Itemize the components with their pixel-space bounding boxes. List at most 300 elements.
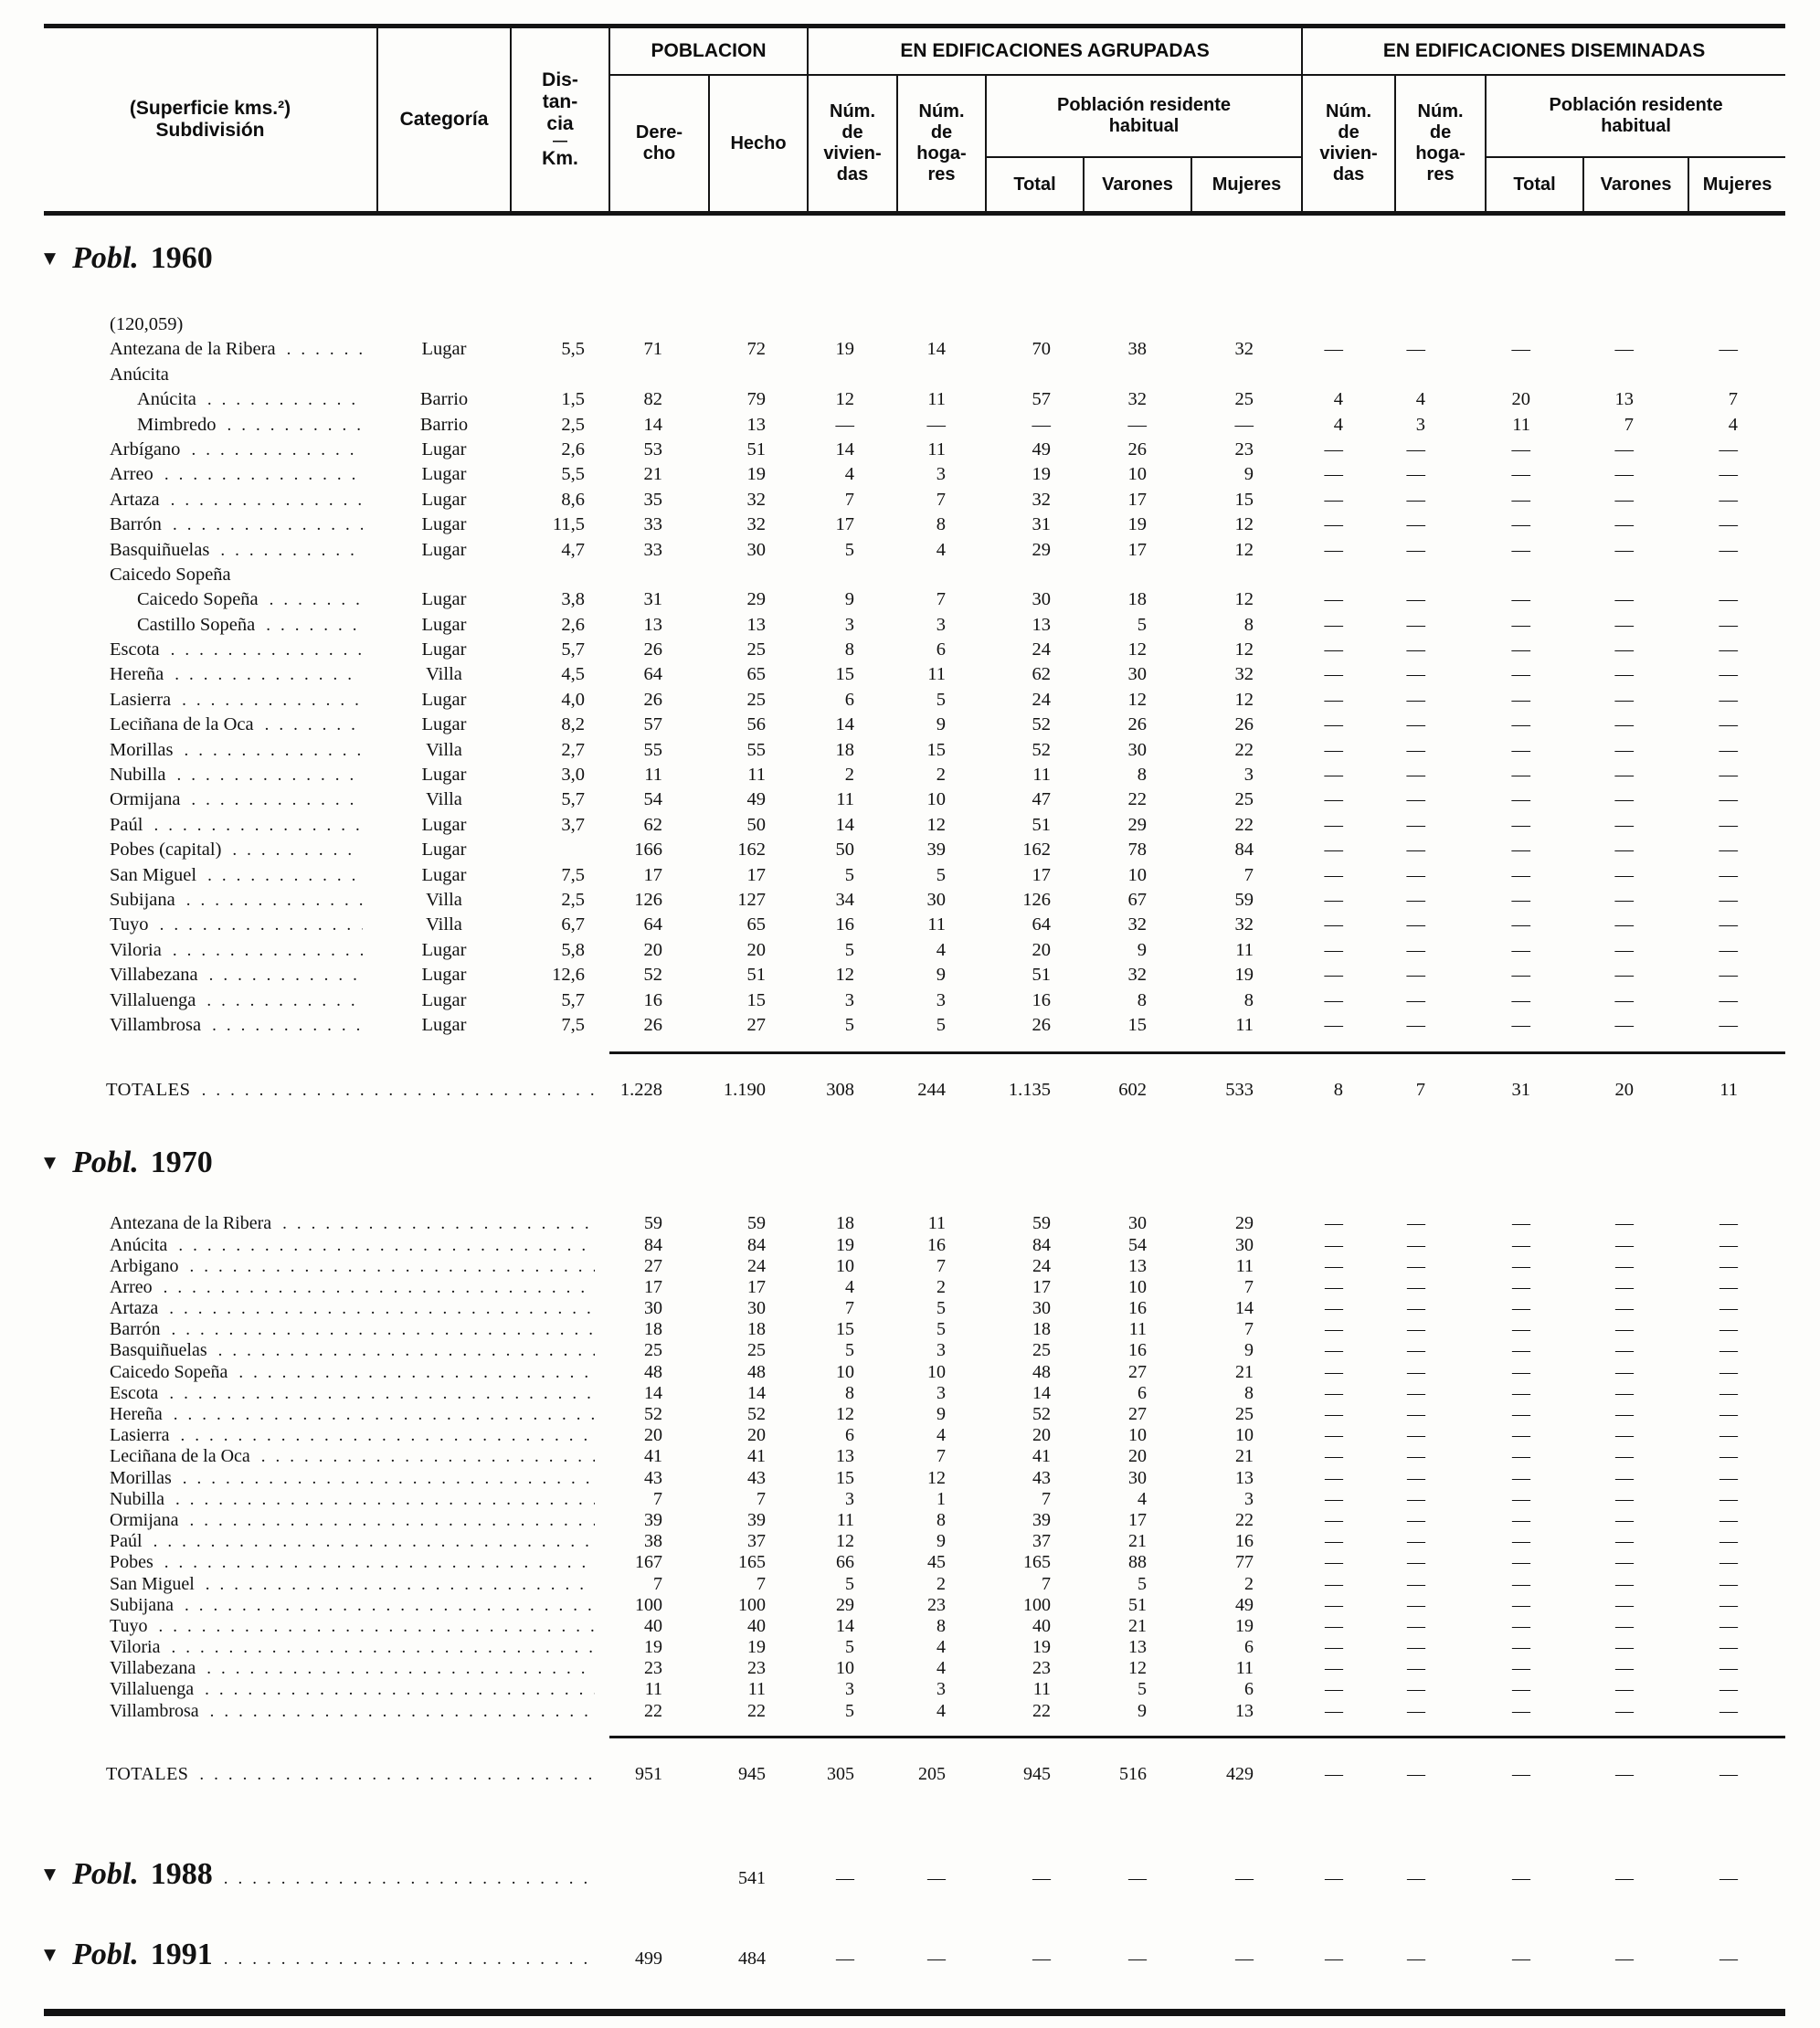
- cell-derecho: 64: [643, 914, 662, 935]
- cell-mujeres: 7: [1244, 1276, 1254, 1297]
- table-row: [44, 1531, 1785, 1552]
- row-name: [44, 1616, 609, 1637]
- cell-dis-total: —: [1512, 1552, 1530, 1573]
- cell-dis-varones: —: [1614, 689, 1634, 710]
- cell-derecho: 7: [653, 1488, 662, 1509]
- cell-dis-num-hogares: —: [1406, 489, 1425, 510]
- cell-dis-num-viviendas: —: [1324, 765, 1343, 786]
- cell-dis-total: —: [1512, 1509, 1530, 1530]
- header-dis-numhog-line: de: [1429, 122, 1452, 143]
- leader-dots: [173, 938, 363, 963]
- header-superficie-label: (Superficie kms.²): [129, 98, 291, 120]
- row-name-label: Villambrosa: [110, 1014, 202, 1035]
- header-dis-numviv-line: Núm.: [1326, 101, 1372, 122]
- cell-varones: 8: [1137, 989, 1147, 1010]
- section-rows: [44, 1213, 1785, 1722]
- header-derecho-line: Dere-: [635, 122, 683, 143]
- row-name-label: Ormijana: [110, 789, 181, 810]
- cell-dis-num-hogares: 7: [1415, 1080, 1425, 1101]
- cell-dis-num-viviendas: —: [1324, 639, 1343, 660]
- cell-total: 100: [1023, 1594, 1051, 1615]
- cell-dis-num-viviendas: —: [1325, 1594, 1343, 1615]
- cell-num-viviendas: 3: [845, 1679, 854, 1700]
- header-mujeres: Mujeres: [1191, 157, 1302, 214]
- cell-dis-num-hogares: —: [1407, 1319, 1425, 1340]
- table-bottom-rule: [44, 2009, 1785, 2016]
- cell-dis-num-viviendas: —: [1324, 589, 1343, 610]
- cell-varones: 19: [1127, 514, 1147, 535]
- row-name-label: Caicedo Sopeña: [110, 1361, 228, 1382]
- table-row: [44, 1446, 1785, 1467]
- header-distancia: [511, 26, 609, 214]
- totals-rule: [609, 1736, 1785, 1738]
- cell-dis-num-hogares: —: [1406, 689, 1425, 710]
- cell-mujeres: 22: [1234, 814, 1254, 835]
- row-name-label: Viloria: [110, 939, 162, 960]
- leader-dots: [207, 863, 363, 888]
- cell-dis-num-hogares: —: [1406, 739, 1425, 760]
- cell-num-hogares: 6: [936, 639, 946, 660]
- cell-dis-varones: —: [1615, 1763, 1634, 1784]
- row-name: [44, 1213, 609, 1234]
- row-name-label: Artaza: [110, 489, 160, 510]
- cell-total: 7: [1042, 1488, 1051, 1509]
- cell-dis-total: —: [1512, 1276, 1530, 1297]
- cell-dis-mujeres: 7: [1728, 389, 1738, 410]
- cell-dis-mujeres: —: [1719, 739, 1738, 760]
- leader-dots: [164, 462, 363, 487]
- cell-dis-varones: —: [1615, 1488, 1634, 1509]
- section-pobl-1991: [44, 1938, 1785, 1972]
- cell-dis-num-hogares: —: [1407, 1531, 1425, 1552]
- table-row: [44, 438, 1785, 462]
- cell-total: 39: [1032, 1509, 1051, 1530]
- cell-num-hogares: 45: [927, 1552, 946, 1573]
- cell-dis-varones: —: [1615, 1552, 1634, 1573]
- row-distance: 5,8: [561, 939, 585, 960]
- cell-derecho: 16: [643, 989, 662, 1010]
- cell-varones: 30: [1128, 1213, 1147, 1234]
- cell-dis-num-viviendas: —: [1325, 1361, 1343, 1382]
- cell-derecho: 41: [644, 1446, 662, 1467]
- header-numviv-line: Núm.: [830, 101, 875, 122]
- cell-dis-mujeres: —: [1719, 1552, 1738, 1573]
- table-row: [44, 1616, 1785, 1637]
- cell-derecho: 1.228: [619, 1080, 662, 1101]
- cell-varones: 5: [1138, 1573, 1147, 1594]
- cell-dis-varones: —: [1615, 1361, 1634, 1382]
- leader-dots: [287, 337, 363, 362]
- cell-dis-varones: —: [1615, 1531, 1634, 1552]
- leader-dots: [164, 1277, 595, 1298]
- totals-label: TOTALES: [106, 1080, 191, 1101]
- cell-derecho: 167: [635, 1552, 662, 1573]
- cell-total: 37: [1032, 1531, 1051, 1552]
- cell-dis-num-viviendas: —: [1324, 689, 1343, 710]
- cell-dis-num-viviendas: —: [1325, 1531, 1343, 1552]
- leader-dots: [212, 1013, 363, 1038]
- cell-mujeres: 8: [1244, 1382, 1254, 1403]
- header-agrupadas-group: EN EDIFICACIONES AGRUPADAS: [808, 26, 1302, 76]
- header-dis-numviv-line: de: [1338, 122, 1360, 143]
- cell-num-hogares: 8: [936, 1615, 946, 1636]
- cell-dis-num-hogares: —: [1407, 1763, 1425, 1784]
- cell-varones: 9: [1138, 1700, 1147, 1721]
- leader-dots: [153, 813, 363, 838]
- cell-num-hogares: 5: [936, 689, 946, 710]
- cell-hecho: 52: [747, 1404, 766, 1425]
- table-row: [44, 1574, 1785, 1595]
- header-numhog-line: res: [927, 164, 956, 185]
- cell-num-hogares: 5: [936, 1319, 946, 1340]
- row-category: Lugar: [421, 689, 467, 710]
- leader-dots: [171, 488, 363, 512]
- cell-derecho: 26: [643, 1014, 662, 1035]
- cell-dis-mujeres: —: [1719, 1276, 1738, 1297]
- row-category: Lugar: [421, 1014, 467, 1035]
- cell-derecho: 57: [643, 714, 662, 735]
- row-distance: 3,8: [561, 589, 585, 610]
- row-name: [44, 1679, 609, 1700]
- cell-dis-num-hogares: —: [1407, 1867, 1425, 1888]
- cell-dis-total: —: [1512, 1488, 1530, 1509]
- cell-total: 29: [1032, 539, 1051, 560]
- cell-dis-num-hogares: —: [1406, 664, 1425, 685]
- cell-mujeres: —: [1235, 1948, 1254, 1969]
- cell-dis-varones: —: [1615, 1658, 1634, 1679]
- header-dis-numhog-line: Núm.: [1417, 101, 1464, 122]
- row-name-label: Barrón: [110, 1319, 161, 1340]
- cell-dis-num-viviendas: —: [1324, 989, 1343, 1010]
- cell-dis-varones: —: [1614, 589, 1634, 610]
- cell-total: 62: [1032, 664, 1051, 685]
- header-subdivision-label: Subdivisión: [155, 120, 265, 141]
- cell-dis-mujeres: —: [1719, 1700, 1738, 1721]
- cell-hecho: 165: [738, 1552, 766, 1573]
- cell-total: 19: [1032, 464, 1051, 485]
- cell-derecho: 11: [644, 1679, 662, 1700]
- cell-total: 52: [1032, 1404, 1051, 1425]
- cell-dis-varones: —: [1614, 814, 1634, 835]
- cell-varones: 8: [1137, 765, 1147, 786]
- row-name: [44, 587, 377, 612]
- cell-mujeres: 9: [1244, 1340, 1254, 1361]
- row-name-label: Villaluenga: [110, 989, 196, 1010]
- cell-mujeres: 7: [1244, 1319, 1254, 1340]
- cell-num-hogares: 12: [927, 1467, 946, 1488]
- header-dis-total: Total: [1486, 157, 1583, 214]
- cell-mujeres: 11: [1235, 1014, 1254, 1035]
- section-title-1970: [44, 1146, 1785, 1180]
- row-name: [44, 963, 377, 988]
- cell-mujeres: 25: [1234, 789, 1254, 810]
- cell-hecho: 17: [747, 1276, 766, 1297]
- cell-mujeres: 21: [1235, 1361, 1254, 1382]
- cell-derecho: 19: [644, 1637, 662, 1658]
- header-dis-residente-line: habitual: [1601, 116, 1671, 136]
- cell-varones: 12: [1127, 689, 1147, 710]
- row-name-label: Ormijana: [110, 1509, 179, 1530]
- cell-total: 18: [1032, 1319, 1051, 1340]
- row-distance: 5,5: [561, 339, 585, 360]
- row-name: [44, 512, 377, 537]
- cell-dis-num-hogares: —: [1406, 789, 1425, 810]
- cell-dis-num-viviendas: —: [1325, 1763, 1343, 1784]
- row-name: [44, 438, 377, 462]
- row-name-label: Anúcita: [110, 364, 169, 385]
- cell-dis-total: —: [1512, 1531, 1530, 1552]
- table-row: [44, 387, 1785, 412]
- row-name-label: Tuyo: [110, 914, 149, 935]
- cell-hecho: 39: [747, 1509, 766, 1530]
- row-distance: 7,5: [561, 864, 585, 885]
- cell-hecho: 84: [747, 1234, 766, 1255]
- table-row: [44, 688, 1785, 713]
- row-name: [44, 738, 377, 763]
- cell-hecho: 484: [738, 1948, 766, 1969]
- cell-total: 30: [1032, 589, 1051, 610]
- header-total: Total: [986, 157, 1084, 214]
- cell-dis-varones: —: [1615, 1467, 1634, 1488]
- section-marker-icon: ▼: [44, 1864, 57, 1884]
- cell-varones: 27: [1128, 1404, 1147, 1425]
- leader-dots: [160, 913, 363, 937]
- cell-derecho: 84: [644, 1234, 662, 1255]
- cell-hecho: 27: [746, 1014, 766, 1035]
- cell-dis-num-viviendas: —: [1324, 489, 1343, 510]
- cell-num-hogares: 3: [936, 1340, 946, 1361]
- cell-mujeres: 6: [1244, 1637, 1254, 1658]
- cell-total: 945: [1023, 1763, 1051, 1784]
- cell-dis-mujeres: —: [1719, 664, 1738, 685]
- cell-dis-varones: —: [1614, 514, 1634, 535]
- cell-derecho: 31: [643, 589, 662, 610]
- cell-num-hogares: 7: [936, 589, 946, 610]
- leader-dots: [184, 738, 363, 763]
- header-num-hogares: [897, 75, 986, 214]
- cell-total: 26: [1032, 1014, 1051, 1035]
- cell-num-hogares: 4: [936, 939, 946, 960]
- cell-dis-num-hogares: —: [1407, 1700, 1425, 1721]
- cell-derecho: 20: [644, 1425, 662, 1446]
- cell-dis-total: —: [1512, 1361, 1530, 1382]
- header-categoria: Categoría: [377, 26, 511, 214]
- cell-num-hogares: 2: [936, 1573, 946, 1594]
- cell-dis-mujeres: —: [1719, 814, 1738, 835]
- row-name-label: Lasierra: [110, 1425, 170, 1446]
- leader-dots: [175, 1489, 595, 1510]
- header-numviv-line: das: [836, 164, 869, 185]
- cell-dis-total: —: [1512, 1658, 1530, 1679]
- cell-dis-num-hogares: —: [1406, 714, 1425, 735]
- row-name: [44, 988, 377, 1013]
- row-category: Lugar: [421, 714, 467, 735]
- row-name-label: Hereña: [110, 1404, 163, 1425]
- cell-dis-varones: —: [1615, 1276, 1634, 1297]
- cell-dis-mujeres: —: [1719, 689, 1738, 710]
- cell-varones: 32: [1127, 914, 1147, 935]
- cell-dis-num-viviendas: —: [1325, 1319, 1343, 1340]
- row-distance: 2,5: [561, 414, 585, 435]
- cell-dis-total: —: [1512, 1382, 1530, 1403]
- leader-dots: [191, 438, 363, 462]
- row-name: [44, 1489, 609, 1510]
- table-row: [44, 413, 1785, 438]
- cell-num-hogares: 2: [936, 1276, 946, 1297]
- cell-num-hogares: —: [927, 1948, 946, 1969]
- cell-mujeres: 12: [1234, 539, 1254, 560]
- cell-hecho: 79: [746, 389, 766, 410]
- cell-hecho: 40: [747, 1615, 766, 1636]
- table-row: [44, 888, 1785, 913]
- cell-num-viviendas: 2: [844, 765, 854, 786]
- header-dis-num-viviendas: [1302, 75, 1395, 214]
- cell-derecho: 499: [635, 1948, 662, 1969]
- cell-dis-varones: —: [1614, 765, 1634, 786]
- cell-num-viviendas: 18: [836, 1213, 854, 1234]
- header-numhog-line: hoga-: [916, 143, 967, 164]
- row-name-label: Nubilla: [110, 1488, 164, 1509]
- cell-dis-total: —: [1511, 789, 1530, 810]
- section-title-text: Pobl.: [72, 1856, 139, 1891]
- cell-dis-total: —: [1511, 539, 1530, 560]
- cell-dis-num-viviendas: —: [1324, 514, 1343, 535]
- leader-dots: [220, 538, 363, 563]
- cell-dis-mujeres: —: [1719, 1319, 1738, 1340]
- cell-hecho: 100: [738, 1594, 766, 1615]
- cell-mujeres: 22: [1235, 1509, 1254, 1530]
- cell-hecho: 25: [746, 689, 766, 710]
- row-name: [44, 1510, 609, 1531]
- row-category: Lugar: [421, 864, 467, 885]
- cell-hecho: 48: [747, 1361, 766, 1382]
- row-name-label: Subijana: [110, 1594, 174, 1615]
- cell-mujeres: 23: [1234, 438, 1254, 459]
- cell-dis-mujeres: —: [1719, 1382, 1738, 1403]
- row-name-label: Antezana de la Ribera: [110, 339, 276, 360]
- cell-num-hogares: 1: [936, 1488, 946, 1509]
- cell-derecho: 18: [644, 1319, 662, 1340]
- leader-dots: [224, 1869, 595, 1889]
- row-name-label: Antezana de la Ribera: [110, 1213, 272, 1234]
- cell-dis-mujeres: —: [1719, 1255, 1738, 1276]
- cell-total: 11: [1032, 1679, 1051, 1700]
- cell-mujeres: 12: [1234, 514, 1254, 535]
- row-name-label: San Miguel: [110, 1573, 195, 1594]
- cell-hecho: 30: [747, 1298, 766, 1319]
- cell-mujeres: 429: [1226, 1763, 1254, 1784]
- table-row: [44, 838, 1785, 862]
- cell-total: 57: [1032, 389, 1051, 410]
- row-name: [44, 1637, 609, 1658]
- cell-derecho: 59: [644, 1213, 662, 1234]
- cell-num-viviendas: 6: [845, 1425, 854, 1446]
- cell-mujeres: 32: [1234, 664, 1254, 685]
- cell-mujeres: 2: [1244, 1573, 1254, 1594]
- row-category: Lugar: [421, 765, 467, 786]
- cell-dis-varones: —: [1614, 939, 1634, 960]
- cell-dis-num-hogares: —: [1406, 539, 1425, 560]
- cell-hecho: 15: [746, 989, 766, 1010]
- table-row: [44, 913, 1785, 937]
- cell-derecho: 52: [644, 1404, 662, 1425]
- table-row: [44, 1552, 1785, 1573]
- row-name: [44, 863, 377, 888]
- leader-dots: [186, 888, 363, 913]
- cell-dis-mujeres: —: [1719, 1948, 1738, 1969]
- totals-label: TOTALES: [106, 1763, 189, 1784]
- cell-total: 13: [1032, 614, 1051, 635]
- cell-varones: 21: [1128, 1531, 1147, 1552]
- cell-total: 20: [1032, 939, 1051, 960]
- leader-dots: [171, 638, 363, 662]
- cell-varones: 516: [1119, 1763, 1147, 1784]
- cell-dis-total: —: [1511, 589, 1530, 610]
- cell-dis-mujeres: —: [1719, 914, 1738, 935]
- row-distance: 4,0: [561, 689, 585, 710]
- cell-dis-varones: —: [1614, 989, 1634, 1010]
- cell-dis-mujeres: —: [1719, 1213, 1738, 1234]
- cell-dis-varones: —: [1614, 914, 1634, 935]
- header-residente-line: habitual: [1108, 116, 1180, 136]
- cell-dis-num-viviendas: —: [1324, 840, 1343, 861]
- cell-dis-num-viviendas: —: [1325, 1573, 1343, 1594]
- cell-derecho: 126: [634, 889, 662, 910]
- cell-mujeres: 8: [1243, 614, 1254, 635]
- row-category: Lugar: [421, 539, 467, 560]
- cell-derecho: 33: [643, 539, 662, 560]
- cell-hecho: 13: [746, 414, 766, 435]
- cell-num-viviendas: 5: [844, 539, 854, 560]
- cell-total: 49: [1032, 438, 1051, 459]
- row-category: Villa: [426, 739, 462, 760]
- cell-derecho: 7: [653, 1573, 662, 1594]
- row-category: Lugar: [421, 614, 467, 635]
- cell-hecho: 1.190: [723, 1080, 766, 1101]
- row-name: [44, 538, 377, 563]
- cell-mujeres: 21: [1235, 1446, 1254, 1467]
- cell-dis-num-viviendas: —: [1325, 1382, 1343, 1403]
- header-dis-mujeres: Mujeres: [1688, 157, 1785, 214]
- cell-dis-num-viviendas: 4: [1333, 414, 1343, 435]
- row-name-label: Villambrosa: [110, 1700, 199, 1721]
- cell-dis-total: —: [1511, 889, 1530, 910]
- cell-dis-total: —: [1511, 689, 1530, 710]
- cell-varones: 13: [1128, 1255, 1147, 1276]
- cell-varones: 13: [1128, 1637, 1147, 1658]
- section-title-left: [44, 1857, 609, 1892]
- cell-dis-mujeres: —: [1719, 1425, 1738, 1446]
- cell-total: 84: [1032, 1234, 1051, 1255]
- row-name-label: Barrón: [110, 514, 162, 535]
- cell-dis-num-viviendas: —: [1324, 739, 1343, 760]
- cell-num-viviendas: 14: [836, 1615, 854, 1636]
- cell-dis-num-viviendas: —: [1325, 1637, 1343, 1658]
- row-name: [44, 787, 377, 812]
- cell-num-hogares: 16: [927, 1234, 946, 1255]
- cell-dis-num-viviendas: —: [1324, 614, 1343, 635]
- cell-mujeres: 12: [1234, 639, 1254, 660]
- table-body: [44, 241, 1785, 1972]
- row-name-label: Villabezana: [110, 1658, 196, 1679]
- cell-dis-total: —: [1512, 1763, 1530, 1784]
- table-row: [44, 1235, 1785, 1256]
- cell-dis-mujeres: —: [1719, 589, 1738, 610]
- cell-dis-mujeres: —: [1719, 840, 1738, 861]
- cell-dis-num-hogares: —: [1407, 1637, 1425, 1658]
- cell-hecho: 14: [747, 1382, 766, 1403]
- row-category: Lugar: [421, 464, 467, 485]
